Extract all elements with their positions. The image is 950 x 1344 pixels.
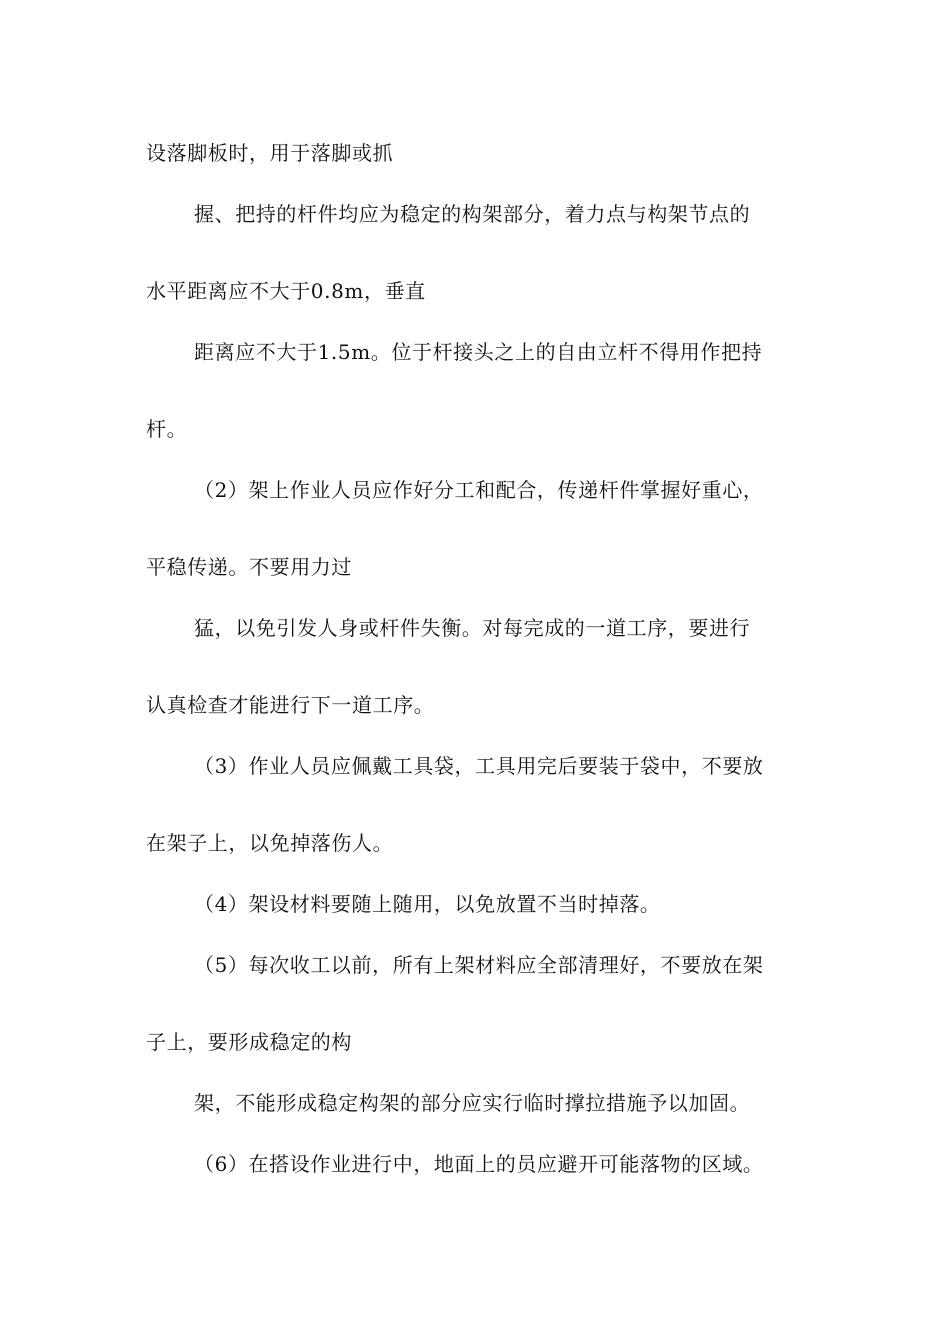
text-line-7: 平稳传递。不要用力过 [146,555,352,579]
text-line-10: （3）作业人员应佩戴工具袋，工具用完后要装于袋中，不要放 [194,754,764,778]
text-line-3: 水平距离应不大于0.8m，垂直 [146,279,426,303]
text-line-12: （4）架设材料要随上随用，以免放置不当时掉落。 [194,892,661,916]
text-line-15: 架，不能形成稳定构架的部分应实行临时撑拉措施予以加固。 [194,1091,751,1115]
text-line-5: 杆。 [146,417,188,441]
text-line-11: 在架子上，以免掉落伤人。 [146,831,394,855]
text-line-16: （6）在搭设作业进行中，地面上的员应避开可能落物的区域。 [194,1152,764,1176]
text-line-13: （5）每次收工以前，所有上架材料应全部清理好，不要放在架 [194,953,764,977]
text-line-14: 子上，要形成稳定的构 [146,1030,352,1054]
text-line-1: 设落脚板时，用于落脚或抓 [146,141,394,165]
text-line-8: 猛，以免引发人身或杆件失衡。对每完成的一道工序，要进行 [194,616,751,640]
text-line-2: 握、把持的杆件均应为稳定的构架部分，着力点与构架节点的 [194,202,751,226]
text-line-6: （2）架上作业人员应作好分工和配合，传递杆件掌握好重心， [194,478,764,502]
text-line-4: 距离应不大于1.5m。位于杆接头之上的自由立杆不得用作把持 [194,340,763,364]
text-line-9: 认真检查才能进行下一道工序。 [146,693,435,717]
